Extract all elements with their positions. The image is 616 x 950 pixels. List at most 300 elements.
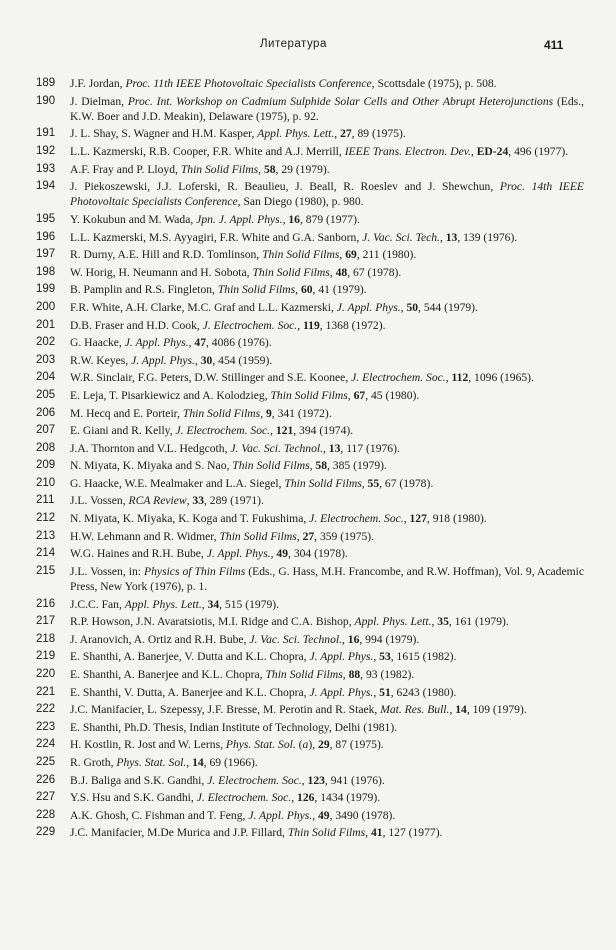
header-title: Литература bbox=[260, 38, 327, 50]
reference-volume: 16 bbox=[347, 632, 360, 646]
reference-volume: 27 bbox=[340, 127, 352, 141]
reference-segment: E. Shanthi, Ph.D. Thesis, Indian Institute of Technology, Delhi (1981). bbox=[70, 720, 398, 734]
reference-journal: Appl. Phys. Lett. bbox=[124, 597, 202, 611]
reference-volume: 29 bbox=[318, 738, 330, 752]
reference-segment: , 109 (1979). bbox=[466, 703, 527, 717]
reference-segment: , bbox=[361, 476, 368, 490]
reference-volume: 41 bbox=[370, 826, 383, 840]
reference-segment: , bbox=[339, 248, 346, 262]
reference-journal: Appl. Phys. Lett. bbox=[354, 615, 432, 629]
reference-volume: 127 bbox=[409, 512, 427, 526]
reference-segment: Y.S. Hsu and S.K. Gandhi, bbox=[70, 791, 197, 805]
reference-segment: , bbox=[347, 388, 354, 402]
reference-text bbox=[70, 564, 584, 594]
reference-number: 194 bbox=[36, 180, 56, 193]
reference-text bbox=[70, 388, 584, 403]
reference-number: 211 bbox=[36, 494, 55, 507]
reference-journal: Proc. Int. Workshop on Cadmium Sulphide Solar Cells and Other Abrupt Heterojunctions bbox=[127, 94, 554, 108]
reference-segment: , 1434 (1979). bbox=[314, 791, 381, 805]
reference-journal: J. Electrochem. Soc. bbox=[175, 424, 271, 438]
reference-segment: , San Diego (1980), p. 980. bbox=[237, 195, 364, 209]
reference-segment: , 139 (1976). bbox=[457, 230, 518, 244]
reference-list bbox=[36, 76, 584, 843]
reference-segment: , 67 (1978). bbox=[379, 476, 434, 490]
reference-journal: J. Vac. Sci. Technol. bbox=[249, 632, 342, 646]
reference-segment: , 359 (1975). bbox=[314, 529, 375, 543]
reference-item bbox=[36, 423, 584, 438]
reference-item bbox=[36, 808, 584, 823]
reference-text bbox=[70, 546, 584, 561]
reference-number: 201 bbox=[36, 318, 56, 331]
reference-number: 229 bbox=[36, 826, 56, 839]
reference-item bbox=[36, 144, 584, 159]
reference-text bbox=[70, 649, 584, 664]
reference-segment: , bbox=[439, 230, 446, 244]
reference-item bbox=[36, 632, 584, 647]
reference-segment: W.R. Sinclair, F.G. Peters, D.W. Stillinger and S.E. Koonee, bbox=[70, 371, 352, 385]
reference-text bbox=[70, 126, 584, 141]
reference-journal: Thin Solid Films bbox=[252, 265, 330, 279]
reference-segment: D.B. Fraser and H.D. Cook, bbox=[70, 318, 203, 332]
reference-text bbox=[70, 511, 584, 526]
reference-number: 226 bbox=[36, 773, 56, 786]
reference-segment: , bbox=[400, 300, 407, 314]
reference-segment: J.L. Vossen, in: bbox=[70, 564, 145, 578]
reference-item bbox=[36, 685, 584, 700]
reference-text bbox=[70, 614, 584, 629]
reference-item bbox=[36, 825, 584, 840]
reference-item bbox=[36, 597, 584, 612]
reference-journal: IEEE Trans. Electron. Dev. bbox=[344, 144, 471, 158]
reference-item bbox=[36, 546, 584, 561]
reference-segment: J.A. Thornton and V.L. Hedgcoth, bbox=[70, 441, 231, 455]
reference-number: 205 bbox=[36, 388, 56, 401]
reference-journal: Phys. Stat. Sol. bbox=[225, 738, 296, 752]
reference-text bbox=[70, 441, 584, 456]
reference-item bbox=[36, 300, 584, 315]
reference-segment: , 89 (1975). bbox=[351, 127, 406, 141]
reference-number: 225 bbox=[36, 755, 56, 768]
reference-item bbox=[36, 230, 584, 245]
reference-item bbox=[36, 476, 584, 491]
reference-volume: 88 bbox=[348, 668, 361, 682]
reference-journal: J. Appl. Phys. bbox=[336, 300, 401, 314]
page-number: 411 bbox=[544, 38, 564, 52]
reference-segment: , 544 (1979). bbox=[418, 300, 478, 314]
reference-segment: G. Haacke, W.E. Mealmaker and L.A. Siegel, bbox=[70, 476, 285, 490]
reference-journal: Thin Solid Films bbox=[265, 668, 343, 682]
reference-segment: , 941 (1976). bbox=[324, 773, 385, 787]
reference-text bbox=[70, 212, 584, 227]
reference-segment: , 289 (1971). bbox=[203, 494, 264, 508]
reference-number: 219 bbox=[36, 650, 56, 663]
reference-segment: , bbox=[296, 529, 303, 543]
reference-volume: 121 bbox=[275, 424, 294, 438]
reference-segment: G. Haacke, bbox=[70, 336, 125, 350]
reference-item bbox=[36, 388, 584, 403]
reference-item bbox=[36, 126, 584, 141]
reference-segment: , bbox=[291, 791, 298, 805]
reference-segment: , bbox=[449, 703, 456, 717]
reference-item bbox=[36, 614, 584, 629]
reference-journal: Jpn. J. Appl. Phys. bbox=[196, 212, 283, 226]
reference-number: 198 bbox=[36, 265, 56, 278]
reference-segment: , bbox=[186, 755, 193, 769]
reference-journal: J. Appl. Phys. bbox=[206, 547, 271, 561]
reference-item bbox=[36, 282, 584, 297]
reference-volume: 35 bbox=[437, 615, 449, 629]
reference-segment: N. Miyata, K. Miyaka and S. Nao, bbox=[70, 459, 233, 473]
reference-text bbox=[70, 702, 584, 717]
reference-volume: 13 bbox=[445, 230, 458, 244]
reference-segment: W.G. Haines and R.H. Bube, bbox=[70, 547, 207, 561]
reference-segment: , 515 (1979). bbox=[219, 597, 280, 611]
reference-number: 209 bbox=[36, 459, 56, 472]
reference-text bbox=[70, 632, 584, 647]
reference-journal: J. Electrochem. Soc. bbox=[309, 512, 404, 526]
reference-segment: , 211 (1980). bbox=[356, 248, 417, 262]
reference-segment: , 1368 (1972). bbox=[319, 318, 386, 332]
reference-segment: , bbox=[323, 441, 329, 455]
reference-journal: Appl. Phys. Lett. bbox=[257, 127, 335, 141]
reference-number: 199 bbox=[36, 283, 56, 296]
reference-text bbox=[70, 808, 584, 823]
reference-segment: R. Groth, bbox=[70, 755, 117, 769]
running-header bbox=[0, 38, 616, 56]
reference-number: 220 bbox=[36, 668, 56, 681]
reference-text bbox=[70, 247, 584, 262]
reference-text bbox=[70, 825, 584, 840]
reference-segment: , bbox=[270, 424, 276, 438]
reference-text bbox=[70, 282, 584, 297]
reference-number: 222 bbox=[36, 703, 56, 716]
reference-item bbox=[36, 773, 584, 788]
reference-text bbox=[70, 685, 584, 700]
reference-number: 193 bbox=[36, 162, 56, 175]
reference-segment: , bbox=[431, 615, 438, 629]
reference-segment: , 879 (1977). bbox=[299, 212, 360, 226]
reference-volume: 123 bbox=[307, 773, 325, 787]
reference-volume: 49 bbox=[276, 547, 289, 561]
reference-text bbox=[70, 370, 584, 385]
reference-volume: 48 bbox=[335, 265, 348, 279]
reference-number: 216 bbox=[36, 597, 56, 610]
reference-number: 228 bbox=[36, 808, 56, 821]
reference-segment: , bbox=[258, 162, 264, 176]
reference-segment: A.K. Ghosh, C. Fishman and T. Feng, bbox=[70, 808, 249, 822]
reference-segment: , bbox=[201, 597, 208, 611]
reference-journal: Thin Solid Films bbox=[232, 459, 310, 473]
reference-text bbox=[70, 144, 584, 159]
reference-volume: 14 bbox=[192, 755, 204, 769]
reference-item bbox=[36, 370, 584, 385]
reference-journal: J. Appl. Phys. bbox=[124, 336, 189, 350]
reference-item bbox=[36, 406, 584, 421]
reference-journal: J. Vac. Sci. Tech. bbox=[362, 230, 440, 244]
reference-number: 204 bbox=[36, 371, 56, 384]
reference-segment: , bbox=[270, 547, 277, 561]
reference-item bbox=[36, 720, 584, 735]
reference-volume: 9 bbox=[265, 406, 272, 420]
reference-volume: 33 bbox=[192, 494, 204, 508]
reference-journal: Physics of Thin Films bbox=[144, 564, 246, 578]
reference-volume: 47 bbox=[194, 336, 206, 350]
reference-item bbox=[36, 335, 584, 350]
reference-segment: E. Giani and R. Kelly, bbox=[70, 424, 176, 438]
reference-segment: , 341 (1972). bbox=[271, 406, 332, 420]
reference-segment: , bbox=[260, 406, 266, 420]
reference-text bbox=[70, 790, 584, 805]
reference-number: 212 bbox=[36, 512, 56, 525]
reference-journal: RCA Review bbox=[128, 494, 187, 508]
reference-segment: , bbox=[186, 494, 193, 508]
reference-volume: 58 bbox=[315, 459, 327, 473]
reference-number: 213 bbox=[36, 529, 56, 542]
reference-item bbox=[36, 790, 584, 805]
reference-segment: (Eds., G. Hass, M.H. Francombe, and R.W. Hoffman), Vol. 9, Academic Press, New York (1976), p. 1. bbox=[70, 564, 584, 594]
reference-segment: , bbox=[329, 265, 336, 279]
reference-segment: , bbox=[194, 353, 201, 367]
reference-item bbox=[36, 212, 584, 227]
reference-item bbox=[36, 353, 584, 368]
reference-segment: , bbox=[470, 144, 477, 158]
reference-item bbox=[36, 511, 584, 526]
reference-item bbox=[36, 441, 584, 456]
reference-segment: , bbox=[297, 318, 304, 332]
reference-segment: , 3490 (1978). bbox=[329, 808, 396, 822]
reference-item bbox=[36, 94, 584, 124]
reference-segment: B.J. Baliga and S.K. Gandhi, bbox=[70, 773, 208, 787]
reference-journal: Mat. Res. Bull. bbox=[380, 703, 450, 717]
reference-segment: , 454 (1959). bbox=[212, 353, 273, 367]
reference-number: 210 bbox=[36, 476, 56, 489]
reference-segment: , 87 (1975). bbox=[329, 738, 384, 752]
reference-volume: 119 bbox=[303, 318, 320, 332]
reference-volume: 67 bbox=[353, 388, 366, 402]
reference-item bbox=[36, 179, 584, 209]
reference-segment: , 67 (1978). bbox=[347, 265, 402, 279]
reference-journal: Phys. Stat. Sol. bbox=[116, 755, 187, 769]
reference-journal: J. Appl. Phys. bbox=[248, 808, 313, 822]
reference-item bbox=[36, 458, 584, 473]
reference-number: 195 bbox=[36, 212, 56, 225]
reference-text bbox=[70, 597, 584, 612]
reference-segment: , 1615 (1982). bbox=[390, 650, 457, 664]
reference-number: 207 bbox=[36, 424, 56, 437]
reference-number: 190 bbox=[36, 94, 56, 107]
reference-segment: N. Miyata, K. Miyaka, K. Koga and T. Fukushima, bbox=[70, 512, 310, 526]
reference-volume: 55 bbox=[367, 476, 380, 490]
reference-segment: , 385 (1979). bbox=[327, 459, 387, 473]
reference-segment: F.R. White, A.H. Clarke, M.C. Graf and L.L. Kazmerski, bbox=[70, 300, 337, 314]
reference-journal: Thin Solid Films bbox=[270, 388, 348, 402]
reference-journal: Thin Solid Films bbox=[217, 283, 296, 297]
reference-segment: , 161 (1979). bbox=[448, 615, 509, 629]
reference-number: 215 bbox=[36, 564, 56, 577]
reference-item bbox=[36, 318, 584, 333]
reference-segment: , bbox=[373, 650, 380, 664]
reference-segment: W. Horig, H. Neumann and H. Sobota, bbox=[70, 265, 253, 279]
reference-item bbox=[36, 667, 584, 682]
reference-segment: M. Hecq and E. Porteir, bbox=[70, 406, 183, 420]
reference-segment: (Eds., K.W. Boer and J.D. Meakin), Delaware (1975), p. 92. bbox=[70, 94, 584, 123]
reference-text bbox=[70, 476, 584, 491]
reference-segment: , 918 (1980). bbox=[426, 512, 487, 526]
reference-journal: J. Electrochem. Soc. bbox=[202, 318, 298, 332]
reference-number: 197 bbox=[36, 248, 56, 261]
reference-volume: 53 bbox=[379, 650, 391, 664]
reference-segment: , 29 (1979). bbox=[275, 162, 330, 176]
reference-segment: , 6243 (1980). bbox=[390, 685, 457, 699]
reference-number: 224 bbox=[36, 738, 56, 751]
reference-item bbox=[36, 564, 584, 594]
reference-segment: ), bbox=[308, 738, 319, 752]
reference-journal: J. Electrochem. Soc. bbox=[196, 791, 292, 805]
reference-number: 227 bbox=[36, 791, 56, 804]
reference-volume: ED-24 bbox=[476, 144, 509, 158]
reference-number: 196 bbox=[36, 230, 56, 243]
reference-volume: 60 bbox=[300, 283, 313, 297]
reference-segment: , 4086 (1976). bbox=[206, 336, 272, 350]
reference-segment: J. Piekoszewski, J.J. Loferski, R. Beaulieu, J. Beall, R. Roeslev and J. Shewchun, bbox=[70, 180, 500, 194]
reference-segment: , bbox=[188, 336, 195, 350]
reference-item bbox=[36, 76, 584, 91]
reference-segment: E. Shanthi, V. Dutta, A. Banerjee and K.L. Chopra, bbox=[70, 685, 310, 699]
reference-segment: , bbox=[403, 512, 410, 526]
reference-segment: , Scottsdale (1975), p. 508. bbox=[371, 77, 497, 90]
reference-journal: J. Electrochem. Soc. bbox=[351, 371, 446, 385]
reference-segment: ( bbox=[295, 738, 303, 752]
reference-volume: 13 bbox=[328, 441, 341, 455]
reference-segment: , bbox=[309, 459, 316, 473]
reference-text bbox=[70, 318, 584, 333]
reference-journal: J. Appl. Phys. bbox=[131, 353, 195, 367]
reference-volume: 34 bbox=[207, 597, 220, 611]
reference-text bbox=[70, 423, 584, 438]
reference-journal: a bbox=[302, 738, 309, 752]
reference-number: 218 bbox=[36, 632, 56, 645]
reference-text bbox=[70, 493, 584, 508]
reference-journal: Thin Solid Films bbox=[284, 476, 362, 490]
reference-item bbox=[36, 702, 584, 717]
reference-item bbox=[36, 755, 584, 770]
reference-item bbox=[36, 247, 584, 262]
reference-volume: 50 bbox=[406, 300, 419, 314]
reference-segment: J.C.C. Fan, bbox=[70, 597, 125, 611]
reference-item bbox=[36, 162, 584, 177]
reference-segment: , 41 (1979). bbox=[312, 283, 367, 297]
reference-text bbox=[70, 737, 584, 752]
reference-text bbox=[70, 529, 584, 544]
reference-text bbox=[70, 335, 584, 350]
reference-segment: E. Shanthi, A. Banerjee and K.L. Chopra, bbox=[70, 668, 266, 682]
reference-item bbox=[36, 737, 584, 752]
reference-journal: J. Appl. Phys. bbox=[309, 685, 374, 699]
reference-segment: , 45 (1980). bbox=[365, 388, 420, 402]
reference-volume: 30 bbox=[200, 353, 213, 367]
reference-segment: , 69 (1966). bbox=[203, 755, 258, 769]
reference-segment: , 496 (1977). bbox=[508, 144, 569, 158]
reference-segment: J.C. Manifacier, L. Szepessy, J.F. Bresse, M. Perotin and R. Staek, bbox=[70, 703, 381, 717]
reference-segment: , 304 (1978). bbox=[288, 547, 348, 561]
reference-journal: Thin Solid Films bbox=[287, 826, 366, 840]
reference-volume: 49 bbox=[317, 808, 330, 822]
reference-segment: , bbox=[301, 773, 308, 787]
reference-segment: , 394 (1974). bbox=[293, 424, 354, 438]
reference-number: 208 bbox=[36, 441, 56, 454]
reference-segment: , 127 (1977). bbox=[382, 826, 443, 840]
reference-text bbox=[70, 353, 584, 368]
reference-volume: 14 bbox=[455, 703, 467, 717]
reference-segment: H.W. Lehmann and R. Widmer, bbox=[70, 529, 220, 543]
reference-segment: A.F. Fray and P. Lloyd, bbox=[70, 162, 181, 176]
reference-number: 217 bbox=[36, 615, 56, 628]
reference-segment: , 1096 (1965). bbox=[468, 371, 534, 385]
reference-number: 191 bbox=[36, 127, 56, 140]
reference-journal: Proc. 11th IEEE Photovoltaic Specialists Conference bbox=[125, 77, 372, 90]
reference-segment: , 93 (1982). bbox=[360, 668, 415, 682]
reference-segment: , bbox=[365, 826, 371, 840]
reference-segment: L.L. Kazmerski, M.S. Ayyagiri, F.R. White and G.A. Sanborn, bbox=[70, 230, 363, 244]
reference-item bbox=[36, 529, 584, 544]
reference-volume: 58 bbox=[263, 162, 276, 176]
reference-segment: , bbox=[373, 685, 380, 699]
reference-segment: , bbox=[312, 808, 318, 822]
reference-journal: J. Electrochem. Soc. bbox=[207, 773, 302, 787]
reference-segment: J.F. Jordan, bbox=[70, 77, 126, 90]
reference-number: 192 bbox=[36, 144, 56, 157]
reference-text bbox=[70, 94, 584, 124]
reference-segment: , 994 (1979). bbox=[359, 632, 420, 646]
reference-item bbox=[36, 493, 584, 508]
reference-volume: 27 bbox=[302, 529, 315, 543]
reference-journal: J. Appl. Phys. bbox=[309, 650, 374, 664]
reference-segment: J.L. Vossen, bbox=[70, 494, 129, 508]
reference-segment: , bbox=[295, 283, 301, 297]
reference-segment: E. Shanthi, A. Banerjee, V. Dutta and K.L. Chopra, bbox=[70, 650, 310, 664]
reference-segment: L.L. Kazmerski, R.B. Cooper, F.R. White and A.J. Merrill, bbox=[70, 144, 345, 158]
reference-journal: Thin Solid Films bbox=[219, 529, 297, 543]
reference-segment: R.P. Howson, J.N. Avaratsiotis, M.I. Ridge and C.A. Bishop, bbox=[70, 615, 355, 629]
reference-text bbox=[70, 667, 584, 682]
reference-journal: Thin Solid Films bbox=[182, 406, 261, 420]
reference-text bbox=[70, 76, 584, 91]
reference-segment: J. Dielman, bbox=[70, 94, 128, 108]
reference-segment: E. Leja, T. Pisarkiewicz and A. Kolodzieg, bbox=[70, 388, 271, 402]
reference-volume: 69 bbox=[345, 248, 357, 262]
reference-number: 200 bbox=[36, 300, 56, 313]
reference-number: 214 bbox=[36, 547, 56, 560]
reference-segment: Y. Kokubun and M. Wada, bbox=[70, 212, 197, 226]
reference-number: 221 bbox=[36, 685, 56, 698]
reference-segment: , bbox=[282, 212, 289, 226]
reference-segment: R. Durny, A.E. Hill and R.D. Tomlinson, bbox=[70, 248, 263, 262]
reference-item bbox=[36, 649, 584, 664]
reference-segment: J. L. Shay, S. Wagner and H.M. Kasper, bbox=[70, 127, 258, 141]
reference-segment: H. Kostlin, R. Jost and W. Lerns, bbox=[70, 738, 226, 752]
reference-text bbox=[70, 720, 584, 735]
reference-text bbox=[70, 230, 584, 245]
reference-number: 202 bbox=[36, 336, 56, 349]
reference-segment: , 117 (1976). bbox=[340, 441, 400, 455]
reference-volume: 51 bbox=[379, 685, 391, 699]
reference-segment: , bbox=[341, 632, 348, 646]
reference-number: 203 bbox=[36, 353, 56, 366]
reference-journal: Proc. 14th IEEE Photovoltaic Specialists Conference bbox=[70, 180, 584, 209]
reference-text bbox=[70, 265, 584, 280]
reference-segment: J. Aranovich, A. Ortiz and R.H. Bube, bbox=[70, 632, 250, 646]
reference-journal: J. Vac. Sci. Technol. bbox=[230, 441, 323, 455]
